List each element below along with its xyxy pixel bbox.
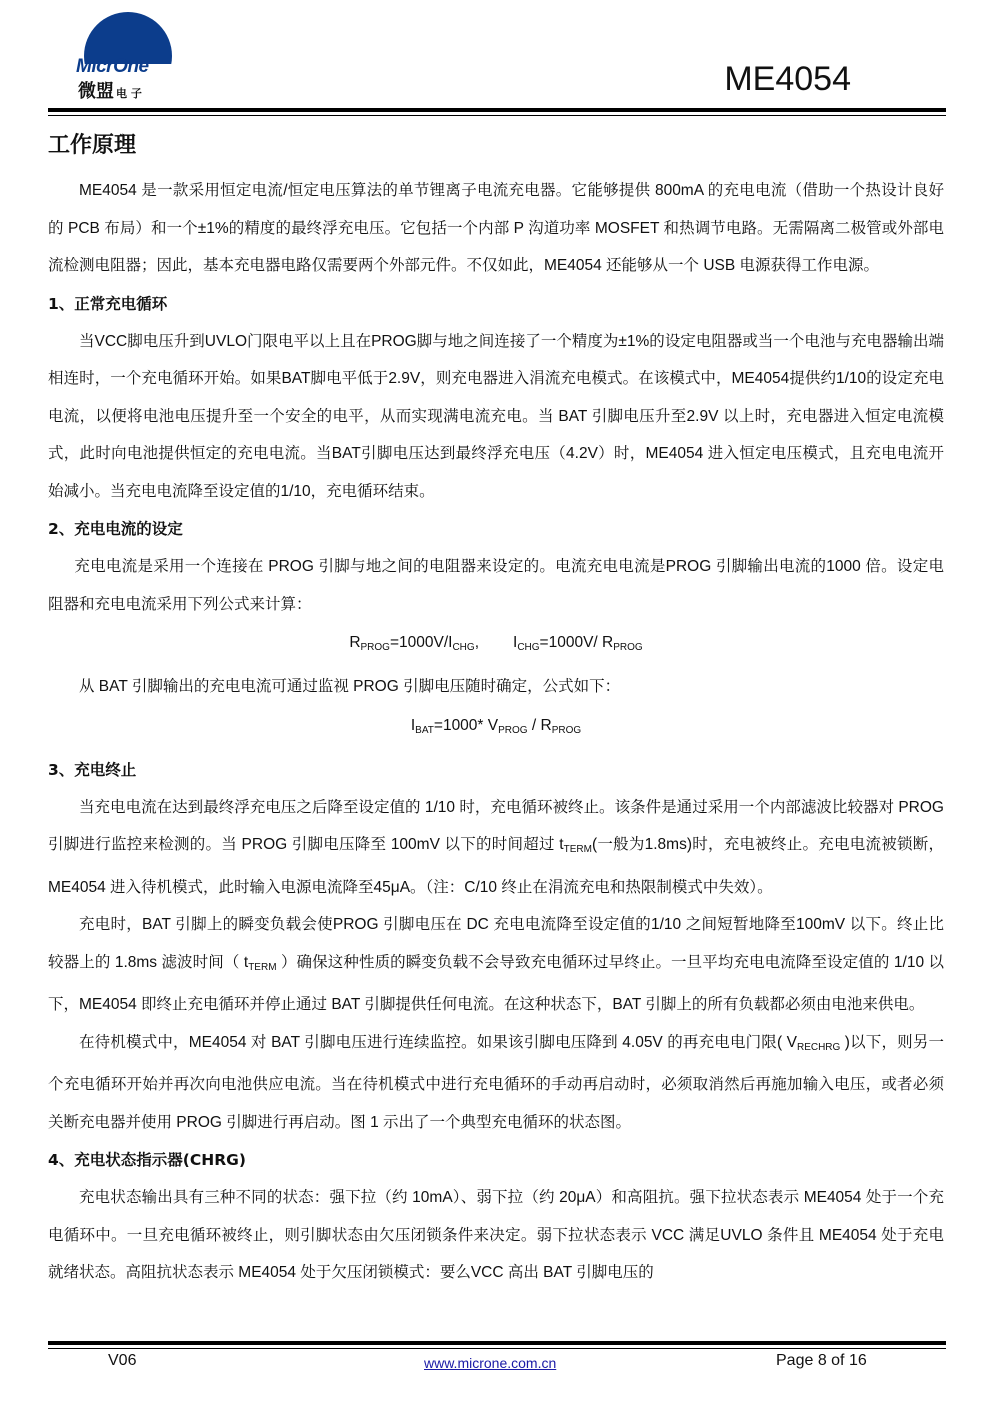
heading-normal-charge-cycle: 1、正常充电循环	[48, 294, 168, 313]
formula-rprog-ichg: $R_{PROG}=1000V/I_{CHG}$, $I_{CHG}=1000V/$ $R_{PROG}$	[349, 634, 643, 653]
header-rule	[48, 108, 946, 112]
heading-charge-termination: 3、充电终止	[48, 760, 137, 779]
charge-current-paragraph: 充电电流是采用一个连接在 PROG 引脚与地之间的电阻器来设定的。电流充电电流是PROG 引脚输出电流的1000 倍。设定电阻器和充电电流采用下列公式来计算：	[48, 558, 944, 613]
document-body	[48, 128, 944, 1292]
charge-cycle-paragraph: 当VCC脚电压升到UVLO门限电平以上且在PROG脚与地之间连接了一个精度为±1%的设定电阻器或当一个电池与充电器输出端相连时，一个充电循环开始。如果BAT脚电平低于2.9V，则充电器进入涓流充电模式。在该模式中，ME4054提供约1/10的设定充电电流，以便将电池电压提升至一个安全的电平，从而实现满电流充电。当 BAT 引脚电压升至2.9V 以上时，充电器进入恒定电流模式，此时向电池提供恒定的充电电流。当BAT引脚电压达到最终浮充电压（4.2V）时，ME4054 进入恒定电压模式，且充电电流开始减小。当充电电流降至设定值的1/10，充电循环结束。	[48, 332, 944, 500]
version-label: V06	[108, 1352, 137, 1369]
termination-paragraph-3: 在待机模式中，ME4054 对 BAT 引脚电压进行连续监控。如果该引脚电压降到 4.05V 的再充电电门限( $V_{RECHRG}$ )以下，则另一个充电循环开始并再次向电池供应电流。当在待机模式中进行充电循环的手动再启动时，必须取消然后再施加输入电压，或者必须关断充电器并使用 PROG 引脚进行再启动。图 1 示出了一个典型充电循环的状态图。	[48, 1033, 945, 1131]
header-rule-thin	[48, 115, 946, 116]
bat-current-paragraph: 从 BAT 引脚输出的充电电流可通过监视 PROG 引脚电压随时确定，公式如下：	[79, 678, 621, 695]
page-number: Page 8 of 16	[776, 1352, 867, 1369]
status-indicator-paragraph: 充电状态输出具有三种不同的状态：强下拉（约 10mA）、弱下拉（约 20μA）和高阻抗。强下拉状态表示 ME4054 处于一个充电循环中。一旦充电循环被终止，则引脚状态由欠压闭锁条件来决定。弱下拉状态表示 VCC 满足UVLO 条件且 ME4054 处于充电就绪状态。高阻抗状态表示 ME4054 处于欠压闭锁模式：要么VCC 高出 BAT 引脚电压的	[48, 1189, 944, 1281]
website-link[interactable]: www.microne.com.cn	[424, 1355, 557, 1371]
part-number: ME4054	[724, 60, 851, 98]
logo-english-name: MicrOne	[76, 56, 149, 77]
footer-rule-thin	[48, 1348, 946, 1349]
termination-paragraph-1: 当充电电流在达到最终浮充电压之后降至设定值的 1/10 时，充电循环被终止。该条件是通过采用一个内部滤波比较器对 PROG引脚进行监控来检测的。当 PROG 引脚电压降至 100mV 以下的时间超过 $t_{TERM}$(一般为1.8ms)时，充电被终止。充电电流被锁断，ME4054 进入待机模式，此时输入电源电流降至45μA。（注：C/10 终止在涓流充电和热限制模式中失效）。	[48, 798, 944, 896]
termination-paragraph-2: 充电时，BAT 引脚上的瞬变负载会使PROG 引脚电压在 DC 充电电流降至设定值的1/10 之间短暂地降至100mV 以下。终止比较器上的 1.8ms 滤波时间（ $t_{TERM}$ ）确保这种性质的瞬变负载不会导致充电循环过早终止。一旦平均充电电流降至设定值的 1/10 以下，ME4054 即终止充电循环并停止通过 BAT 引脚提供任何电流。在这种状态下，BAT 引脚上的所有负载都必须由电池来供电。	[48, 916, 944, 1013]
formula-ibat: $I_{BAT}=1000*$ $V_{PROG} / R_{PROG}$	[410, 716, 582, 736]
logo-chinese-name: 微盟 电 子	[78, 81, 142, 102]
heading-charge-current-setting: 2、充电电流的设定	[48, 520, 183, 538]
company-logo	[74, 12, 184, 104]
footer-rule	[48, 1341, 946, 1345]
section-title: 工作原理	[48, 133, 137, 158]
heading-charge-status-indicator: 4、充电状态指示器(CHRG)	[48, 1151, 246, 1169]
intro-paragraph: ME4054 是一款采用恒定电流/恒定电压算法的单节锂离子电流充电器。它能够提供 800mA 的充电电流（借助一个热设计良好的 PCB 布局）和一个±1%的精度的最终浮充电压。它包括一个内部 P 沟道功率 MOSFET 和热调节电路。无需隔离二极管或外部电流检测电阻器；因此，基本充电器电路仅需要两个外部元件。不仅如此，ME4054 还能够从一个 USB 电源获得工作电源。	[48, 182, 944, 274]
